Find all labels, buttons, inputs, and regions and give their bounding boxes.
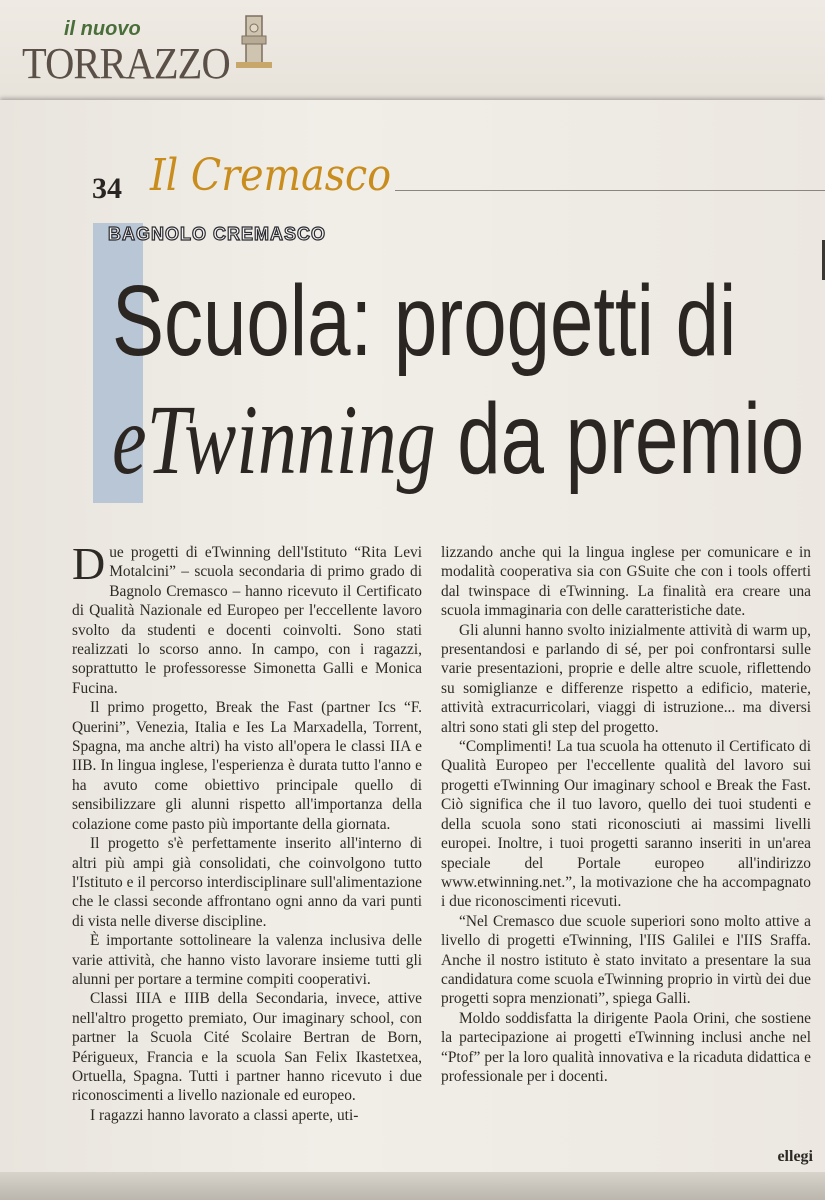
kicker-label: BAGNOLO CREMASCO [108,224,326,244]
headline-italic-word: eTwinning [112,384,436,495]
headline-rest: da premio [435,383,805,495]
paragraph: Gli alunni hanno svolto inizialmente attività di warm up, presentandosi e parlando di sé, per poi confrontarsi sulle varie presentazioni, proprie e delle altre scuole, riflettendo su somiglianze e differenze rispetto a edificio, materie, attività extracurricolari, viaggi di istruzione... ma diversi altri sono stati gli step del progetto. [441,621,811,736]
article-headline [112,262,805,499]
tower-icon [232,12,276,72]
author-signature: ellegi [777,1148,813,1165]
paragraph: È importante sottolineare la valenza inclusiva delle varie attività, che hanno visto lavorare insieme tutti gli alunni per portare a termine compiti cooperativi. [72,932,422,988]
paragraph-text: ue progetti di eTwinning dell'Istituto “Rita Levi Motalcini” – scuola secondaria di primo grado di Bagnolo Cremasco – hanno ricevuto il Certificato di Qualità Nazionale ed Europeo per l'eccellente lavoro svolto da studenti e docenti coinvolti. Sono stati realizzati lo scorso anno. In campo, con i ragazzi, soprattutto le professoresse Simonetta Galli e Monica Fucina. [72,544,422,697]
paragraph: lizzando anche qui la lingua inglese per comunicare e in modalità cooperativa sia con GSuite che con i tools offerti dal twinspace di eTwinning. La finalità era creare una scuola immaginaria con delle caratteristiche date. [441,544,811,620]
paragraph [72,538,422,698]
masthead-logo [22,10,282,90]
paragraph: Moldo soddisfatta la dirigente Paola Orini, che sostiene la partecipazione ai progetti eTwinning inclusi anche nel “Ptof” per la loro qualità innovativa e la ricaduta didattica e professionale per i docenti. [441,1009,811,1085]
paragraph: Il progetto s'è perfettamente inserito all'interno di altri più ampi già consolidati, che coinvolgono tutto l'Istituto e il percorso interdisciplinare sull'alimentazione che le classi seconde affrontano ogni anno da vari punti di vista nelle diverse discipline. [72,835,422,930]
section-rule [395,190,825,191]
paragraph: Classi IIIA e IIIB della Secondaria, invece, attive nell'altro progetto premiato, Our imaginary school, con partner la Scuola Cité Scolaire Bertran de Born, Périgueux, Francia e la scuola San Felix Ikastetxea, Ortuella, Spagna. Tutti i partner hanno ricevuto i due riconoscimenti a livello nazionale ed europeo. [72,990,422,1105]
masthead-title: TORRAZZO [22,39,230,88]
section-title: Il Cremasco [150,150,392,201]
paragraph: “Nel Cremasco due scuole superiori sono molto attive a livello di progetti eTwinning, l'IIS Galilei e l'IIS Sraffa. Anche il nostro istituto è stato invitato a presentare la sua candidatura come scuola eTwinning proprio in virtù dei due progetti sopra menzionati”, spiega Galli. [441,912,811,1008]
article-column-right [441,543,811,1086]
article-column-left [72,538,422,1125]
headline-line-2 [112,380,805,499]
paragraph: Il primo progetto, Break the Fast (partner Ics “F. Querini”, Venezia, Italia e Ies La Marxadella, Torrent, Spagna, ma anche altri) ha visto all'opera le classi IIA e IIB. In lingua inglese, l'esperienza è durata tutto l'anno e ha avuto come obiettivo principale quello di sensibilizzare gli alunni rispetto all'importanza della colazione come pasto più importante della giornata. [72,699,422,833]
drop-cap: D [72,538,106,589]
page-number: 34 [92,172,122,205]
page-bottom-edge [0,1172,825,1200]
paragraph: “Complimenti! La tua scuola ha ottenuto il Certificato di Qualità Europeo per l'eccellente qualità del lavoro sui progetti eTwinning Our imaginary school e Break the Fast. Ciò significa che il tuo lavoro, quello dei tuoi studenti e della scuola sono stati riconosciuti ai massimi livelli europei. Inoltre, i tuoi progetti saranno inseriti in un'area speciale del Portale europeo all'indirizzo www.etwinning.net.”, la motivazione che ha accompagnato i due riconoscimenti ricevuti. [441,738,811,911]
paragraph: I ragazzi hanno lavorato a classi aperte, uti- [90,1106,359,1124]
masthead-subtitle: il nuovo [64,18,141,40]
headline-line-1: Scuola: progetti di [112,265,737,377]
